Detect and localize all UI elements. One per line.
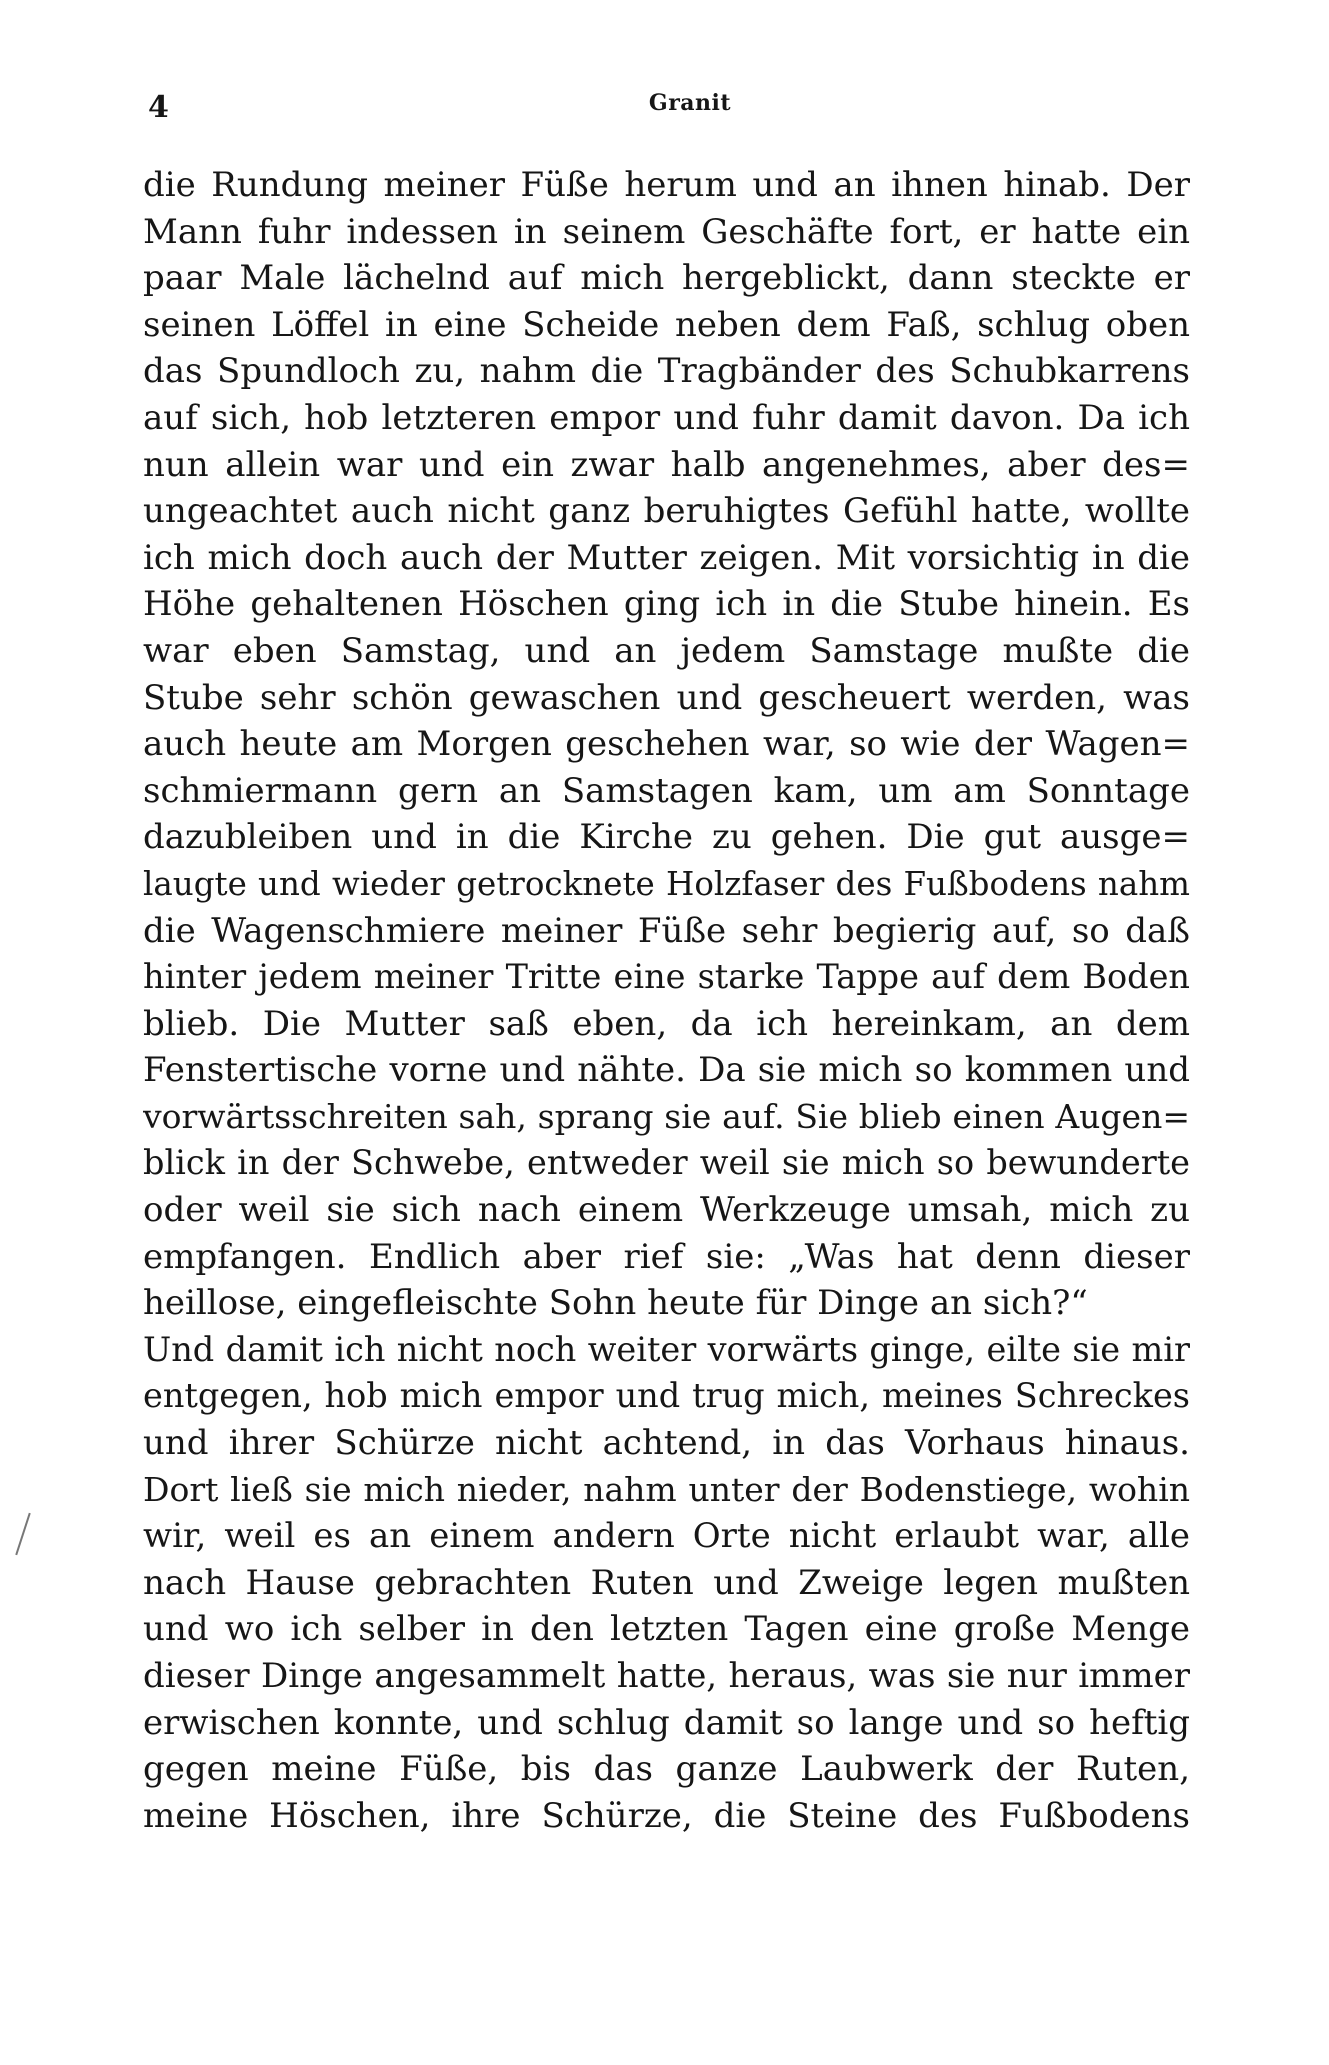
text-line: dieser Dinge angesammelt hatte, heraus, was sie nur immer: [143, 1656, 1190, 1696]
text-line: hinter jedem meiner Tritte eine starke Tappe auf dem Boden: [143, 957, 1190, 997]
text-line: Dort ließ sie mich nieder, nahm unter der Bodenstiege, wohin: [143, 1469, 1190, 1509]
text-line: war eben Samstag, und an jedem Samstage mußte die: [143, 630, 1190, 671]
text-line: die Rundung meiner Füße herum und an ihnen hinab. Der: [143, 165, 1190, 205]
text-line: ich mich doch auch der Mutter zeigen. Mit vorsichtig in die: [143, 537, 1190, 578]
text-line: die Wagenschmiere meiner Füße sehr begierig auf, so daß: [143, 910, 1190, 951]
text-line: ungeachtet auch nicht ganz beruhigtes Gefühl hatte, wollte: [143, 491, 1190, 532]
text-line: auch heute am Morgen geschehen war, so wie der Wagen=: [143, 724, 1190, 765]
text-line: das Spundloch zu, nahm die Tragbänder des Schubkarrens: [143, 351, 1190, 392]
text-line: wir, weil es an einem andern Orte nicht erlaubt war, alle: [143, 1516, 1190, 1557]
text-line: oder weil sie sich nach einem Werkzeuge umsah, mich zu: [143, 1190, 1190, 1231]
text-line: vorwärtsschreiten sah, sprang sie auf. Sie blieb einen Augen=: [143, 1096, 1190, 1136]
text-line: Fenstertische vorne und nähte. Da sie mich so kommen und: [143, 1050, 1190, 1091]
text-line: entgegen, hob mich empor und trug mich, meines Schreckes: [143, 1376, 1190, 1416]
text-line: meine Höschen, ihre Schürze, die Steine des Fußbodens: [143, 1795, 1190, 1836]
margin-pencil-mark: [15, 1513, 30, 1555]
text-line: Und damit ich nicht noch weiter vorwärts ginge, eilte sie mir: [143, 1329, 1190, 1369]
page-number: 4: [148, 90, 169, 125]
text-line: nach Hause gebrachten Ruten und Zweige legen mußten: [143, 1562, 1190, 1603]
page-header: [140, 90, 1190, 130]
text-line: gegen meine Füße, bis das ganze Laubwerk der Ruten,: [143, 1749, 1190, 1790]
text-line: heillose, eingefleischte Sohn heute für Dinge an sich?“: [143, 1283, 1088, 1324]
text-line: schmiermann gern an Samstagen kam, um am Sonntage: [143, 770, 1190, 811]
text-line: seinen Löffel in eine Scheide neben dem Faß, schlug oben: [143, 304, 1190, 345]
text-line: laugte und wieder getrocknete Holzfaser des Fußbodens nahm: [143, 864, 1190, 903]
text-line: Höhe gehaltenen Höschen ging ich in die Stube hinein. Es: [143, 584, 1190, 625]
body-text: [143, 162, 1190, 1839]
text-line: paar Male lächelnd auf mich hergeblickt, dann steckte er: [143, 258, 1190, 299]
text-line: auf sich, hob letzteren empor und fuhr damit davon. Da ich: [143, 397, 1190, 438]
text-line: Stube sehr schön gewaschen und gescheuert werden, was: [143, 677, 1190, 718]
text-line: und ihrer Schürze nicht achtend, in das Vorhaus hinaus.: [143, 1423, 1190, 1464]
text-line: blieb. Die Mutter saß eben, da ich hereinkam, an dem: [143, 1003, 1190, 1044]
running-title: Granit: [648, 90, 732, 116]
text-line: empfangen. Endlich aber rief sie: „Was hat denn dieser: [143, 1236, 1190, 1277]
text-line: erwischen konnte, und schlug damit so lange und so heftig: [143, 1702, 1190, 1743]
text-line: und wo ich selber in den letzten Tagen eine große Menge: [143, 1609, 1190, 1650]
text-line: blick in der Schwebe, entweder weil sie mich so bewunderte: [143, 1143, 1190, 1183]
text-line: nun allein war und ein zwar halb angenehmes, aber des=: [143, 444, 1190, 485]
text-line: dazubleiben und in die Kirche zu gehen. Die gut ausge=: [143, 817, 1190, 858]
text-line: Mann fuhr indessen in seinem Geschäfte fort, er hatte ein: [143, 211, 1190, 252]
